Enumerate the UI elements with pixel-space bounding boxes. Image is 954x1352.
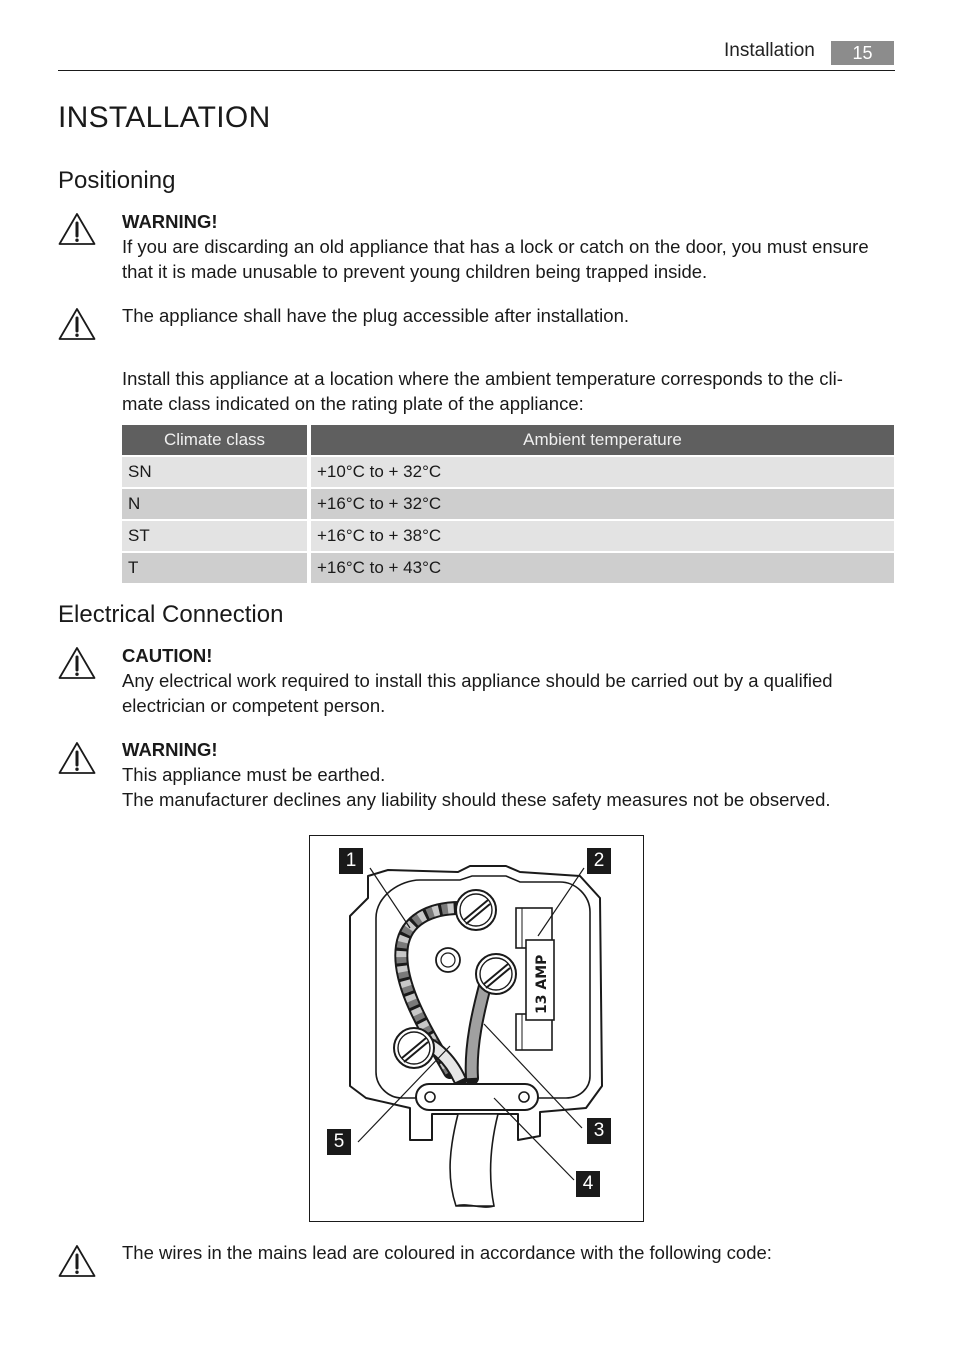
callout-5: 5 — [327, 1129, 351, 1155]
caution-text: Any electrical work required to install this appliance should be carried out by a qualified electrician or competent person. — [122, 670, 833, 716]
table-header-row — [122, 425, 894, 455]
temperature-cell: +16°C to + 43°C — [307, 553, 894, 583]
page-title: INSTALLATION — [58, 101, 271, 134]
positioning-heading: Positioning — [58, 167, 176, 194]
warning-label: WARNING! — [122, 739, 218, 760]
page-number: 15 — [831, 41, 894, 65]
temperature-cell: +16°C to + 38°C — [307, 521, 894, 551]
wires-note: The wires in the mains lead are coloured in accordance with the following code: — [122, 1242, 772, 1263]
warning-triangle-icon — [58, 307, 96, 341]
climate-class-cell: N — [122, 489, 307, 519]
electrical-warning — [122, 737, 897, 812]
warning-label: WARNING! — [122, 211, 218, 232]
climate-class-cell: SN — [122, 457, 307, 487]
temperature-cell: +10°C to + 32°C — [307, 457, 894, 487]
callout-4: 4 — [576, 1171, 600, 1197]
running-header-section: Installation — [724, 40, 815, 61]
fuse-rating-label: 13 AMP — [534, 954, 550, 1014]
header-rule — [58, 70, 895, 71]
climate-class-cell: ST — [122, 521, 307, 551]
caution-label: CAUTION! — [122, 645, 213, 666]
electrical-caution — [122, 643, 897, 718]
callout-3: 3 — [587, 1118, 611, 1144]
warning-triangle-icon — [58, 212, 96, 246]
column-header-ambient-temperature: Ambient temperature — [307, 425, 894, 455]
earthed-text: This appliance must be earthed. — [122, 764, 386, 785]
plug-note: The appliance shall have the plug accessible after installation. — [122, 305, 630, 326]
positioning-warning — [122, 209, 897, 284]
warning-triangle-icon — [58, 1244, 96, 1278]
temperature-cell: +16°C to + 32°C — [307, 489, 894, 519]
plug-wiring-diagram — [309, 835, 644, 1222]
install-paragraph: Install this appliance at a location where the ambient temperature corresponds to the cli-mate class indicated on the rating plate of the appliance: — [122, 368, 843, 414]
warning-triangle-icon — [58, 741, 96, 775]
table-row — [122, 521, 894, 551]
table-row — [122, 489, 894, 519]
callout-1: 1 — [339, 848, 363, 874]
column-header-climate-class: Climate class — [122, 425, 307, 455]
climate-table — [122, 423, 894, 585]
climate-class-cell: T — [122, 553, 307, 583]
warning-text: If you are discarding an old appliance that has a lock or catch on the door, you must ensure that it is made unusable to prevent young children being trapped inside. — [122, 236, 869, 282]
callout-2: 2 — [587, 848, 611, 874]
electrical-heading: Electrical Connection — [58, 601, 284, 628]
warning-triangle-icon — [58, 646, 96, 680]
plug-illustration — [310, 836, 643, 1221]
liability-text: The manufacturer declines any liability should these safety measures not be observed. — [122, 789, 831, 810]
table-row — [122, 457, 894, 487]
table-row — [122, 553, 894, 583]
